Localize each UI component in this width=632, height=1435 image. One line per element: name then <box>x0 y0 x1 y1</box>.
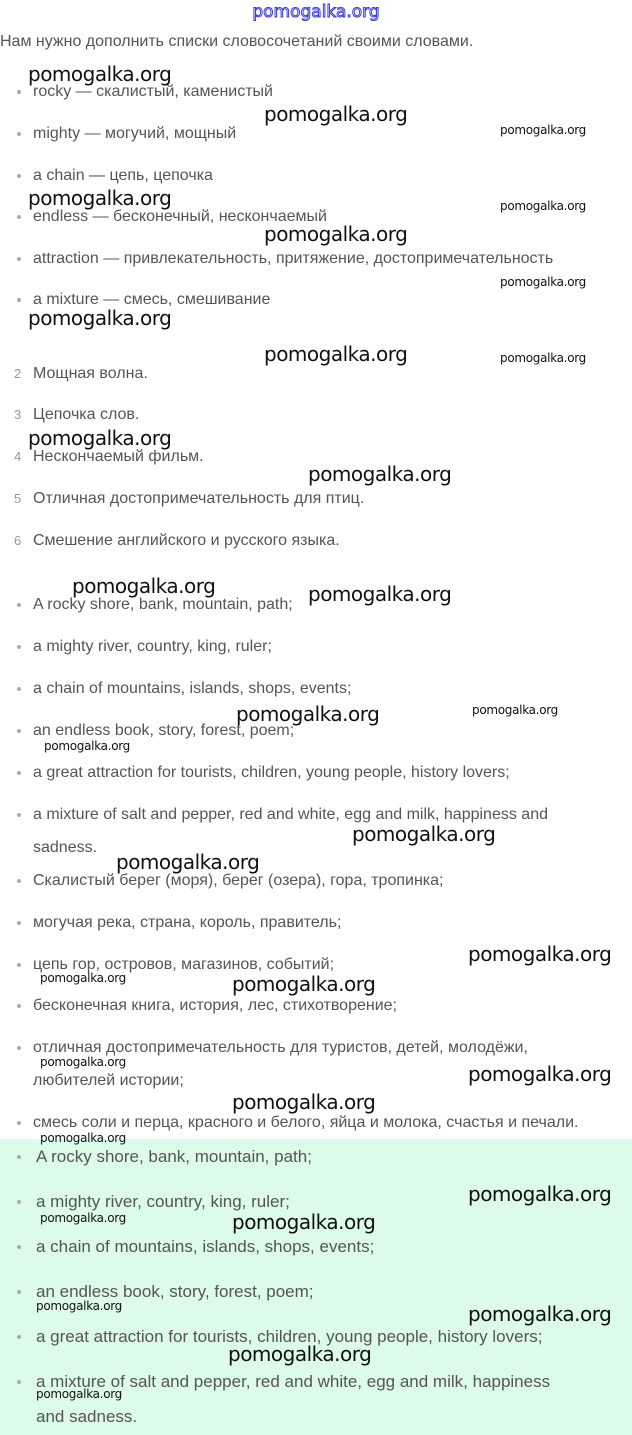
watermark: pomogalka.org <box>308 462 452 486</box>
bullet-icon <box>17 771 21 775</box>
watermark: pomogalka.org <box>28 62 172 86</box>
list-item: a chain — цепь, цепочка <box>33 167 213 184</box>
watermark: pomogalka.org <box>264 222 408 246</box>
bullet-icon <box>17 963 21 967</box>
bullet-icon <box>17 645 21 649</box>
watermark: pomogalka.org <box>232 972 376 996</box>
item-number: 6 <box>14 533 22 548</box>
list-item: Мощная волна. <box>33 365 148 382</box>
watermark: pomogalka.org <box>308 582 452 606</box>
list-item: a mixture — смесь, смешивание <box>33 291 271 308</box>
bullet-icon <box>17 1046 21 1050</box>
list-item: Смешение английского и русского языка. <box>33 532 340 549</box>
watermark: pomogalka.org <box>500 351 586 365</box>
item-number: 2 <box>14 366 22 381</box>
watermark: pomogalka.org <box>500 275 586 289</box>
watermark: pomogalka.org <box>500 199 586 213</box>
watermark: pomogalka.org <box>236 702 380 726</box>
watermark: pomogalka.org <box>468 1182 612 1206</box>
watermark: pomogalka.org <box>468 942 612 966</box>
list-item: a mighty river, country, king, ruler; <box>33 638 272 655</box>
list-item: Нескончаемый фильм. <box>33 448 204 465</box>
list-item: Скалистый берег (моря), берег (озера), гора, тропинка; <box>33 872 444 889</box>
watermark: pomogalka.org <box>264 342 408 366</box>
watermark: pomogalka.org <box>500 123 586 137</box>
list-item: Отличная достопримечательность для птиц. <box>33 490 365 507</box>
watermark: pomogalka.org <box>28 186 172 210</box>
watermark: pomogalka.org <box>36 1387 122 1401</box>
bullet-icon <box>17 879 21 883</box>
list-item: a mixture of salt and pepper, red and white, egg and milk, happiness and <box>33 806 548 823</box>
watermark: pomogalka.org <box>468 1062 612 1086</box>
list-item: бесконечная книга, история, лес, стихотворение; <box>33 997 397 1014</box>
list-item: цепь гор, островов, магазинов, событий; <box>33 956 335 973</box>
bullet-icon <box>17 257 21 261</box>
list-item: отличная достопримечательность для туристов, детей, молодёжи, <box>33 1039 528 1056</box>
watermark: pomogalka.org <box>44 739 130 753</box>
watermark: pomogalka.org <box>72 574 216 598</box>
watermark: pomogalka.org <box>116 850 260 874</box>
bullet-icon <box>17 132 21 136</box>
list-item: a chain of mountains, islands, shops, events; <box>36 1237 375 1256</box>
bullet-icon <box>17 813 21 817</box>
list-item: смесь соли и перца, красного и белого, яйца и молока, счастья и печали. <box>33 1114 579 1131</box>
bullet-icon <box>17 90 21 94</box>
bullet-icon <box>17 1200 21 1204</box>
watermark: pomogalka.org <box>36 1299 122 1313</box>
list-item: attraction — привлекательность, притяжение, достопримечательность <box>33 250 554 267</box>
bullet-icon <box>17 1004 21 1008</box>
watermark: pomogalka.org <box>352 822 496 846</box>
watermark: pomogalka.org <box>40 1131 126 1145</box>
list-item: a great attraction for tourists, children, young people, history lovers; <box>36 1327 543 1346</box>
watermark: pomogalka.org <box>40 971 126 985</box>
bullet-icon <box>17 215 21 219</box>
list-item: любителей истории; <box>33 1072 184 1089</box>
bullet-icon <box>17 921 21 925</box>
list-item: a chain of mountains, islands, shops, events; <box>33 680 352 697</box>
bullet-icon <box>17 174 21 178</box>
watermark: pomogalka.org <box>468 1302 612 1326</box>
watermark: pomogalka.org <box>264 102 408 126</box>
watermark: pomogalka.org <box>232 1090 376 1114</box>
bullet-icon <box>17 687 21 691</box>
bullet-icon <box>17 298 21 302</box>
site-watermark: pomogalka.org <box>252 2 380 22</box>
bullet-icon <box>17 603 21 607</box>
watermark: pomogalka.org <box>28 426 172 450</box>
watermark: pomogalka.org <box>228 1342 372 1366</box>
list-item: rocky — скалистый, каменистый <box>33 83 273 100</box>
watermark: pomogalka.org <box>28 306 172 330</box>
bullet-icon <box>17 1245 21 1249</box>
watermark: pomogalka.org <box>40 1211 126 1225</box>
list-item: an endless book, story, forest, poem; <box>33 722 295 739</box>
list-item: Цепочка слов. <box>33 406 140 423</box>
bullet-icon <box>17 1155 21 1159</box>
bullet-icon <box>17 1380 21 1384</box>
list-item: a great attraction for tourists, children, young people, history lovers; <box>33 764 510 781</box>
list-item: A rocky shore, bank, mountain, path; <box>33 596 293 613</box>
list-item: and sadness. <box>36 1407 138 1426</box>
bullet-icon <box>17 1335 21 1339</box>
list-item: an endless book, story, forest, poem; <box>36 1282 314 1301</box>
bullet-icon <box>17 729 21 733</box>
list-item: a mighty river, country, king, ruler; <box>36 1192 290 1211</box>
list-item: sadness. <box>33 839 98 856</box>
item-number: 3 <box>14 407 22 422</box>
list-item: A rocky shore, bank, mountain, path; <box>36 1147 312 1166</box>
bullet-icon <box>17 1121 21 1125</box>
watermark: pomogalka.org <box>472 703 558 717</box>
item-number: 4 <box>14 449 22 464</box>
list-item: endless — бесконечный, нескончаемый <box>33 208 327 225</box>
item-number: 5 <box>14 491 22 506</box>
list-item: могучая река, страна, король, правитель; <box>33 914 342 931</box>
bullet-icon <box>17 1290 21 1294</box>
watermark: pomogalka.org <box>40 1055 126 1069</box>
list-item: mighty — могучий, мощный <box>33 125 237 142</box>
list-item: a mixture of salt and pepper, red and white, egg and milk, happiness <box>36 1372 551 1391</box>
watermark: pomogalka.org <box>232 1210 376 1234</box>
intro-text: Нам нужно дополнить списки словосочетаний своими словами. <box>0 33 474 50</box>
